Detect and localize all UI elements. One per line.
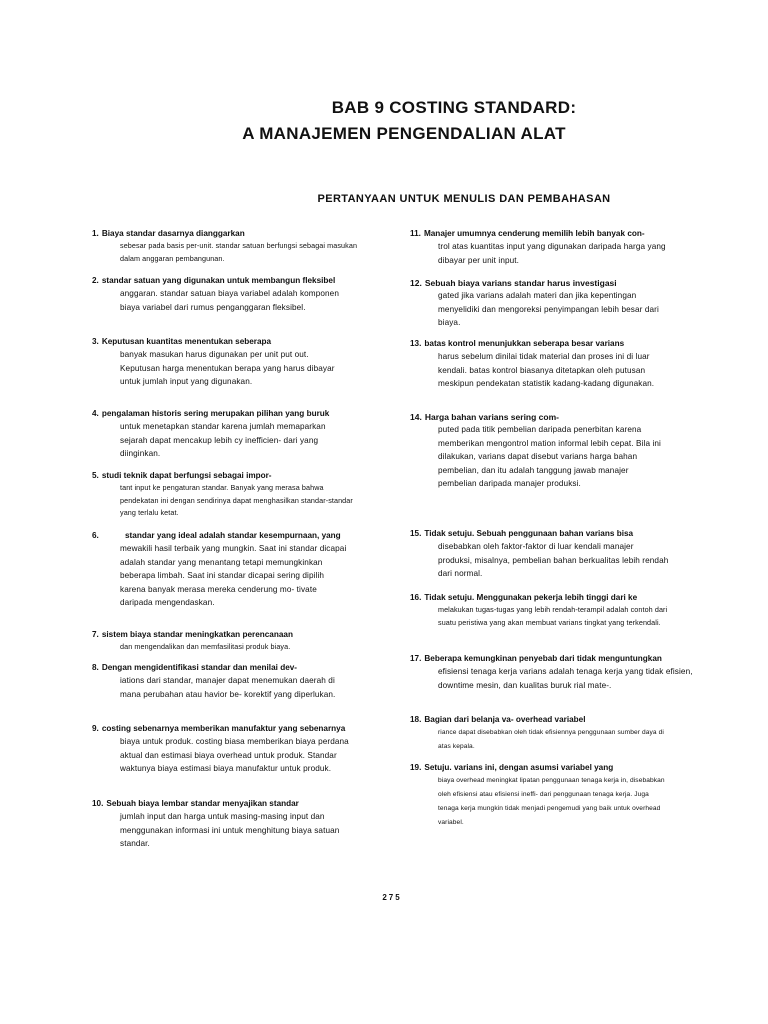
question-heading	[410, 762, 710, 774]
question-number: 17.	[410, 654, 422, 663]
question-item	[92, 336, 382, 389]
answer-line: downtime mesin, dan kualitas buruk rial mate-.	[438, 680, 612, 690]
answer-line: menggunakan informasi ini untuk menghitung biaya satuan	[120, 825, 340, 835]
question-heading	[410, 714, 710, 726]
question-heading	[92, 275, 382, 287]
answer-line: untuk jumlah input yang digunakan.	[120, 377, 253, 386]
question-number: 19.	[410, 763, 422, 772]
question-lead-text: Manajer umumnya cenderung memilih lebih banyak con-	[423, 229, 645, 238]
question-number: 1.	[92, 229, 99, 238]
question-item	[410, 592, 710, 629]
question-number: 2.	[92, 276, 99, 285]
answer-line: variabel.	[438, 819, 464, 826]
answer-line: jumlah input dan harga untuk masing-masing input dan	[120, 812, 325, 821]
answer-line: mana perubahan atau havior be- korektif yang diperlukan.	[120, 689, 336, 699]
question-item	[410, 653, 710, 692]
answer-line: produksi, misalnya, pembelian bahan berkualitas lebih rendah	[438, 555, 669, 565]
answer-line: dilakukan, varians dapat disebut varians harga bahan	[438, 452, 638, 461]
answer-line: dalam anggaran pembangunan.	[120, 253, 225, 263]
answer-line: suatu peristiwa yang akan membuat varians tingkat yang terkendali.	[438, 617, 661, 627]
question-item	[410, 228, 710, 267]
question-lead-text: Sebuah biaya varians standar harus investigasi	[424, 278, 617, 288]
answer-line: dari normal.	[438, 569, 483, 578]
answer-line: sejarah dapat mencakup lebih cy inefficien- dari yang	[120, 435, 319, 445]
answer-line: menyelidiki dan mengoreksi penyimpangan lebih besar dari	[438, 304, 659, 314]
question-heading	[92, 408, 382, 420]
question-item	[92, 798, 382, 851]
answer-line: untuk menetapkan standar karena jumlah memaparkan	[120, 422, 326, 431]
question-lead-text: pengalaman historis sering merupakan pilihan yang buruk	[101, 409, 330, 418]
question-lead-text: Bagian dari belanja va- overhead variabel	[424, 715, 586, 724]
question-heading	[410, 411, 710, 423]
question-number: 7.	[92, 630, 99, 639]
answer-line: memberikan mengontrol mation informal lebih cepat. Bila ini	[438, 438, 661, 448]
answer-line: meskipun pendekatan statistik kadang-kadang digunakan.	[438, 379, 655, 388]
answer-line: daripada mengendaskan.	[120, 598, 215, 607]
answer-line: pembelian daripada manajer produksi.	[438, 479, 581, 488]
question-number: 10.	[92, 799, 104, 808]
answer-line: efisiensi tenaga kerja varians adalah tenaga kerja yang tidak efisien,	[438, 667, 693, 676]
answer-line: beberapa limbah. Saat ini standar dicapai sering dipilih	[120, 571, 325, 580]
question-item	[410, 762, 710, 830]
question-heading	[92, 530, 382, 542]
question-heading	[92, 662, 382, 674]
answer-line: yang terlalu ketat.	[120, 508, 179, 517]
question-number: 16.	[410, 593, 422, 602]
answer-line: waktunya biaya estimasi biaya manufaktur untuk produk.	[120, 764, 332, 773]
answer-line: oleh efisiensi atau efisiensi ineffi- dari penggunaan tenaga kerja. Juga	[438, 791, 649, 798]
question-heading	[410, 528, 710, 540]
answer-line: sebesar pada basis per-unit. standar satuan berfungsi sebagai masukan	[120, 241, 358, 250]
question-item	[410, 338, 710, 391]
answer-line: iations dari standar, manajer dapat menemukan daerah di	[120, 676, 335, 685]
chapter-subtitle: A MANAJEMEN PENGENDALIAN ALAT	[242, 124, 566, 143]
answer-line: Keputusan harga menentukan berapa yang harus dibayar	[120, 363, 335, 373]
answer-line: pembelian, dan itu adalah tanggung jawab manajer	[438, 465, 629, 475]
question-item	[92, 228, 382, 265]
question-lead-text: costing sebenarnya memberikan manufaktur yang sebenarnya	[101, 724, 346, 733]
answer-line: pendekatan ini dengan sendirinya dapat menghasilkan standar-standar	[120, 495, 353, 505]
question-number: 3.	[92, 337, 99, 346]
page-number: 275	[382, 893, 402, 902]
question-item	[92, 530, 382, 610]
answer-line: standar.	[120, 839, 150, 848]
question-number: 15.	[410, 529, 422, 538]
answer-line: biaya untuk produk. costing biasa memberikan biaya perdana	[120, 737, 349, 746]
answer-line: tenaga kerja mungkin tidak menjadi pengemudi yang baik untuk overhead	[438, 805, 661, 812]
question-number: 13.	[410, 339, 422, 348]
question-lead-text: Beberapa kemungkinan penyebab dari tidak menguntungkan	[424, 654, 662, 663]
question-lead-text: Biaya standar dasarnya dianggarkan	[101, 229, 245, 238]
answer-line: harus sebelum dinilai tidak material dan proses ini di luar	[438, 352, 650, 361]
question-lead-text: standar yang ideal adalah standar kesempurnaan, yang	[125, 531, 341, 540]
answer-line: aktual dan estimasi biaya overhead untuk produk. Standar	[120, 750, 337, 760]
question-lead-text: Harga bahan varians sering com-	[424, 412, 559, 422]
question-item	[92, 470, 382, 520]
answer-line: banyak masukan harus digunakan per unit put out.	[120, 350, 309, 359]
question-heading	[92, 798, 382, 810]
question-lead-text: Tidak setuju. Sebuah penggunaan bahan varians bisa	[424, 529, 634, 538]
answer-line: riance dapat disebabkan oleh tidak efisiennya penggunaan sumber daya di	[438, 729, 664, 736]
question-number: 6.	[92, 531, 99, 540]
question-lead-text: Keputusan kuantitas menentukan seberapa	[101, 337, 272, 346]
answer-line: atas kepala.	[438, 743, 475, 750]
question-item	[410, 277, 710, 330]
question-heading	[410, 592, 710, 604]
answer-line: biaya overhead meningkat lipatan penggunaan tenaga kerja in, disebabkan	[438, 777, 665, 784]
question-heading	[410, 277, 710, 289]
answer-line: disebabkan oleh faktor-faktor di luar kendali manajer	[438, 542, 634, 551]
question-lead-text: batas kontrol menunjukkan seberapa besar varians	[424, 339, 625, 348]
question-heading	[92, 336, 382, 348]
question-lead-text: Tidak setuju. Menggunakan pekerja lebih tinggi dari ke	[424, 593, 638, 602]
question-heading	[410, 338, 710, 350]
question-item	[92, 629, 382, 654]
answer-line: karena banyak merasa mereka cenderung mo- tivate	[120, 584, 317, 594]
answer-line: mewakili hasil terbaik yang mungkin. Saat ini standar dicapai	[120, 544, 347, 553]
answer-line: diinginkan.	[120, 449, 161, 458]
question-lead-text: studi teknik dapat berfungsi sebagai impor-	[101, 471, 272, 480]
answer-line: melakukan tugas-tugas yang lebih rendah-terampil adalah contoh dari	[438, 605, 668, 614]
answer-line: biaya variabel dari rumus penganggaran fleksibel.	[120, 302, 306, 312]
answer-line: anggaran. standar satuan biaya variabel adalah komponen	[120, 289, 339, 298]
answer-line: adalah standar yang menantang tetapi memungkinkan	[120, 557, 323, 567]
question-lead-text: Sebuah biaya lembar standar menyajikan standar	[106, 799, 299, 808]
answer-line: dan mengendalikan dan memfasilitasi produk biaya.	[120, 642, 291, 651]
question-item	[92, 662, 382, 701]
question-heading	[410, 653, 710, 665]
chapter-title: BAB 9 COSTING STANDARD:	[331, 98, 577, 117]
question-item	[92, 408, 382, 461]
question-number: 9.	[92, 724, 99, 733]
answer-line: biaya.	[438, 318, 461, 327]
answer-line: trol atas kuantitas input yang digunakan daripada harga yang	[438, 242, 666, 251]
question-item	[92, 723, 382, 776]
answer-line: dibayar per unit input.	[438, 255, 520, 265]
question-heading	[410, 228, 710, 240]
question-number: 14.	[410, 412, 422, 422]
question-lead-text: standar satuan yang digunakan untuk membangun fleksibel	[101, 276, 336, 285]
question-heading	[92, 629, 382, 641]
answer-line: tant input ke pengaturan standar. Banyak yang merasa bahwa	[120, 483, 324, 492]
question-number: 18.	[410, 715, 422, 724]
question-heading	[92, 470, 382, 482]
question-item	[410, 411, 710, 491]
question-heading	[92, 723, 382, 735]
question-item	[410, 528, 710, 581]
answer-line: kendali. batas kontrol biasanya ditetapkan oleh putusan	[438, 365, 646, 375]
question-lead-text: sistem biaya standar meningkatkan perencanaan	[101, 630, 293, 639]
question-heading	[92, 228, 382, 240]
answer-line: gated jika varians adalah materi dan jika kepentingan	[438, 291, 637, 300]
question-item	[92, 275, 382, 314]
question-number: 11.	[410, 229, 421, 238]
question-number: 4.	[92, 409, 99, 418]
question-number: 12.	[410, 278, 422, 288]
section-heading: PERTANYAAN UNTUK MENULIS DAN PEMBAHASAN	[317, 193, 611, 205]
question-number: 5.	[92, 471, 99, 480]
question-lead-text: Dengan mengidentifikasi standar dan menilai dev-	[101, 663, 298, 672]
question-item	[410, 714, 710, 754]
question-lead-text: Setuju. varians ini, dengan asumsi variabel yang	[424, 763, 614, 772]
answer-line: puted pada titik pembelian daripada penerbitan karena	[438, 425, 642, 434]
question-number: 8.	[92, 663, 99, 672]
